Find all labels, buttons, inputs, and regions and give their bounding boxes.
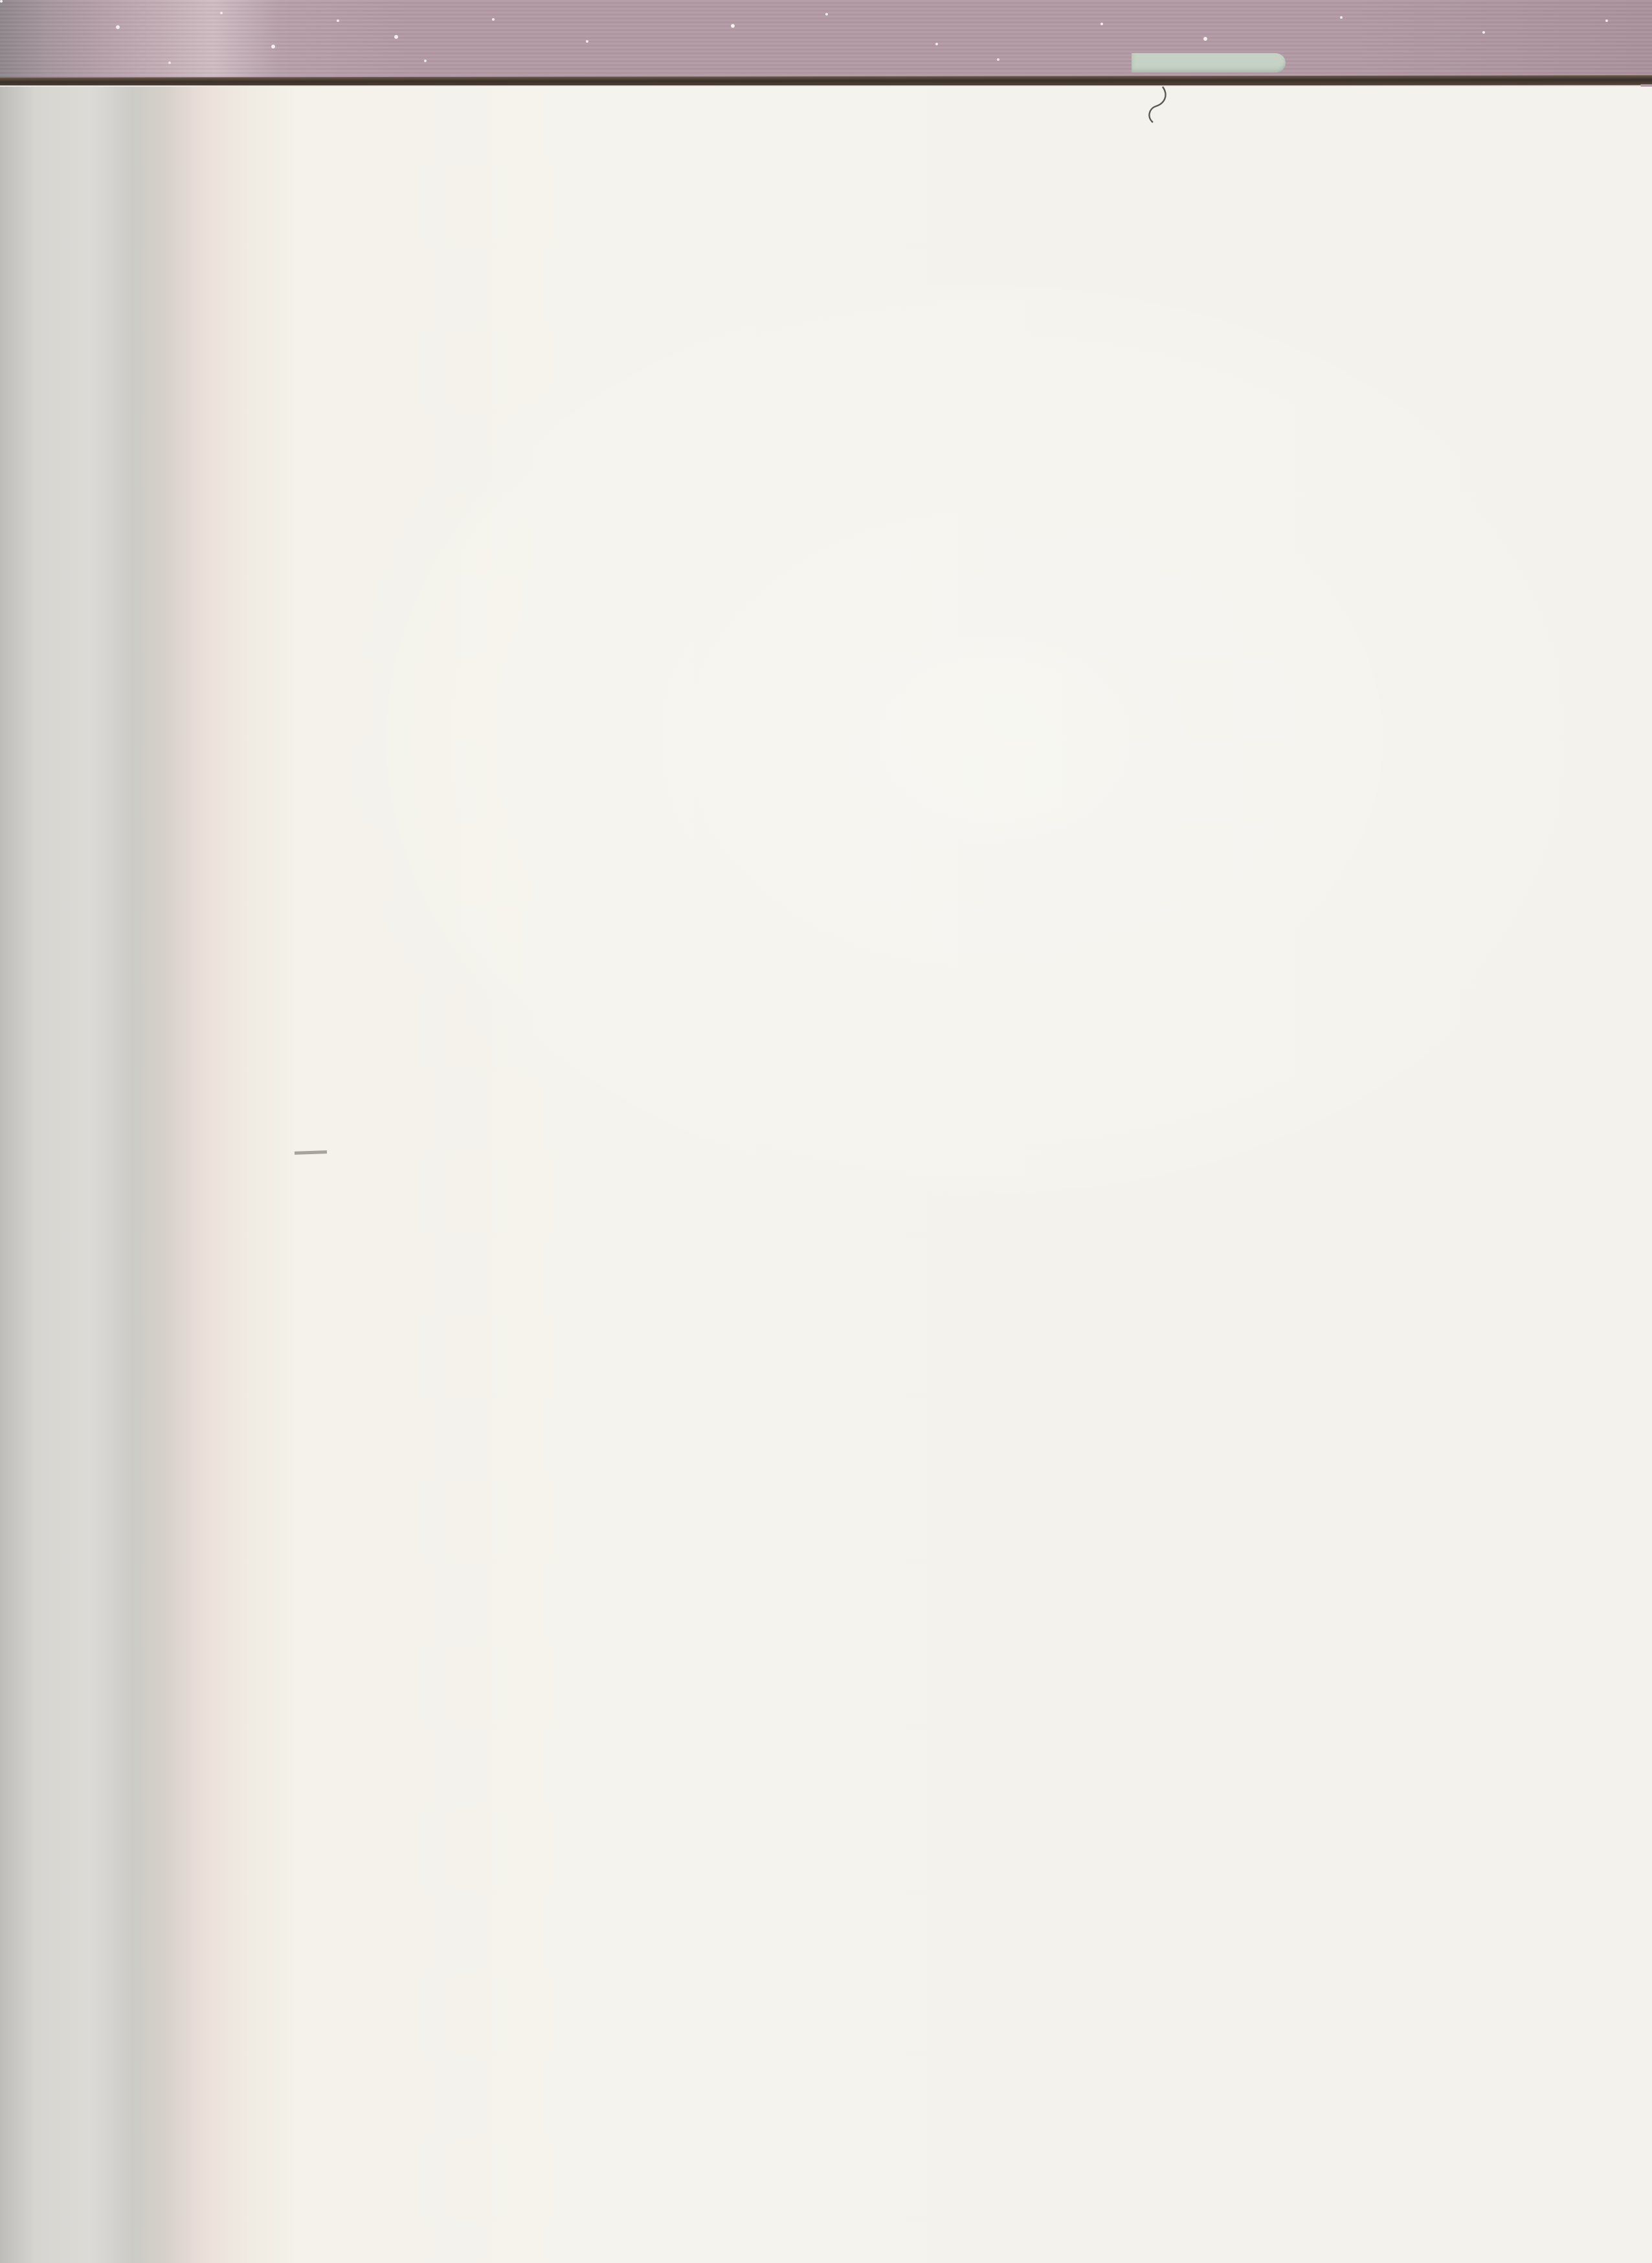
adjacent-page-edge bbox=[1132, 53, 1286, 72]
baptism-records bbox=[0, 87, 1652, 2263]
register-page bbox=[0, 87, 1652, 2263]
dust-specks bbox=[0, 0, 3, 3]
scanner-cover-band bbox=[0, 0, 1652, 79]
page-content bbox=[0, 87, 1652, 2263]
